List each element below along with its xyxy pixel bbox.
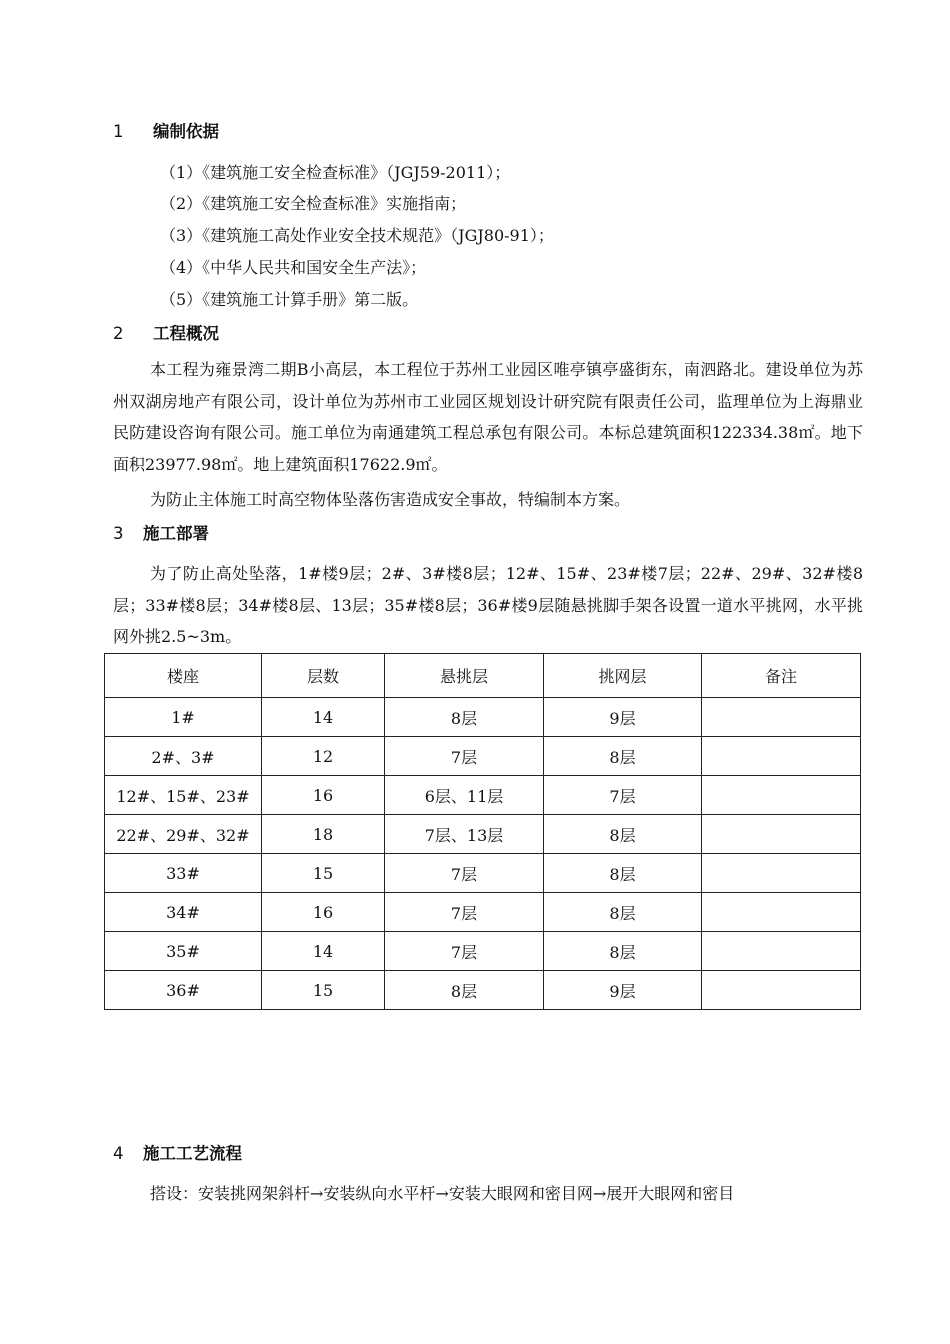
table-cell: 18 xyxy=(262,815,385,854)
column-header: 楼座 xyxy=(105,654,262,698)
table-cell: 7层 xyxy=(544,776,702,815)
table-cell: 7层、13层 xyxy=(385,815,544,854)
table-cell: 12 xyxy=(262,737,385,776)
table-cell: 7层 xyxy=(385,854,544,893)
table-cell xyxy=(702,776,861,815)
column-header: 悬挑层 xyxy=(385,654,544,698)
table-cell: 33# xyxy=(105,854,262,893)
table-cell: 8层 xyxy=(385,971,544,1010)
table-row xyxy=(105,932,861,971)
overview-paragraph: 本工程为雍景湾二期B小高层，本工程位于苏州工业园区唯亭镇亭盛街东，南泗路北。建设单位为苏州双湖房地产有限公司，设计单位为苏州市工业园区规划设计研究院有限责任公司，监理单位为上海鼎业民防建设咨询有限公司。施工单位为南通建筑工程总承包有限公司。本标总建筑面积122334.38㎡。地下面积23977.98㎡。地上建筑面积17622.9㎡。 xyxy=(113,360,863,474)
table-row xyxy=(105,854,861,893)
table-row xyxy=(105,815,861,854)
table-cell xyxy=(702,932,861,971)
section-title: 编制依据 xyxy=(153,122,219,141)
table-cell: 8层 xyxy=(544,932,702,971)
table-cell: 36# xyxy=(105,971,262,1010)
table-cell xyxy=(702,971,861,1010)
table-row xyxy=(105,971,861,1010)
section-heading-2 xyxy=(113,320,219,344)
section-heading-4 xyxy=(113,1140,242,1164)
section-number: 1 xyxy=(113,122,124,141)
table-cell: 2#、3# xyxy=(105,737,262,776)
table-cell xyxy=(702,854,861,893)
table-cell: 1# xyxy=(105,698,262,737)
table-cell: 35# xyxy=(105,932,262,971)
table-row xyxy=(105,893,861,932)
table-cell: 14 xyxy=(262,698,385,737)
reference-item-2: （2）《建筑施工安全检查标准》实施指南； xyxy=(160,194,467,213)
section-title: 施工工艺流程 xyxy=(143,1144,242,1163)
table-cell: 16 xyxy=(262,893,385,932)
purpose-paragraph: 为防止主体施工时高空物体坠落伤害造成安全事故，特编制本方案。 xyxy=(150,490,631,509)
table-cell: 8层 xyxy=(544,815,702,854)
table-cell: 12#、15#、23# xyxy=(105,776,262,815)
table-cell xyxy=(702,698,861,737)
column-header: 挑网层 xyxy=(544,654,702,698)
table-cell: 9层 xyxy=(544,698,702,737)
table-cell: 8层 xyxy=(385,698,544,737)
section-title: 施工部署 xyxy=(143,524,209,543)
table-cell: 8层 xyxy=(544,737,702,776)
table-cell: 6层、11层 xyxy=(385,776,544,815)
table-cell xyxy=(702,815,861,854)
table-cell: 7层 xyxy=(385,737,544,776)
table-cell: 7层 xyxy=(385,932,544,971)
reference-item-1: （1）《建筑施工安全检查标准》（JGJ59-2011）； xyxy=(160,163,511,182)
table-row xyxy=(105,737,861,776)
table-cell xyxy=(702,737,861,776)
table-cell: 22#、29#、32# xyxy=(105,815,262,854)
process-paragraph: 搭设：安装挑网架斜杆→安装纵向水平杆→安装大眼网和密目网→展开大眼网和密目 xyxy=(150,1184,735,1203)
table-cell: 7层 xyxy=(385,893,544,932)
table-row xyxy=(105,776,861,815)
deployment-paragraph: 为了防止高处坠落，1#楼9层；2#、3#楼8层；12#、15#、23#楼7层；22#、29#、32#楼8层；33#楼8层；34#楼8层、13层；35#楼8层；36#楼9层随悬挑脚手架各设置一道水平挑网，水平挑网外挑2.5~3m。 xyxy=(113,564,863,646)
column-header: 层数 xyxy=(262,654,385,698)
table-header-row xyxy=(105,654,861,698)
reference-item-4: （4）《中华人民共和国安全生产法》； xyxy=(160,258,427,277)
table-cell: 15 xyxy=(262,854,385,893)
section-heading-1 xyxy=(113,118,219,142)
table-cell: 16 xyxy=(262,776,385,815)
table-cell: 34# xyxy=(105,893,262,932)
section-number: 2 xyxy=(113,324,124,343)
section-heading-3 xyxy=(113,520,209,544)
column-header: 备注 xyxy=(702,654,861,698)
table-row xyxy=(105,698,861,737)
section-number: 3 xyxy=(113,524,124,543)
section-title: 工程概况 xyxy=(153,324,219,343)
deployment-table xyxy=(104,653,861,1010)
table-cell xyxy=(702,893,861,932)
table-cell: 8层 xyxy=(544,893,702,932)
reference-item-3: （3）《建筑施工高处作业安全技术规范》（JGJ80-91）； xyxy=(160,226,554,245)
table-cell: 14 xyxy=(262,932,385,971)
table-cell: 9层 xyxy=(544,971,702,1010)
section-number: 4 xyxy=(113,1144,124,1163)
reference-item-5: （5）《建筑施工计算手册》第二版。 xyxy=(160,290,419,309)
table-cell: 15 xyxy=(262,971,385,1010)
table-cell: 8层 xyxy=(544,854,702,893)
